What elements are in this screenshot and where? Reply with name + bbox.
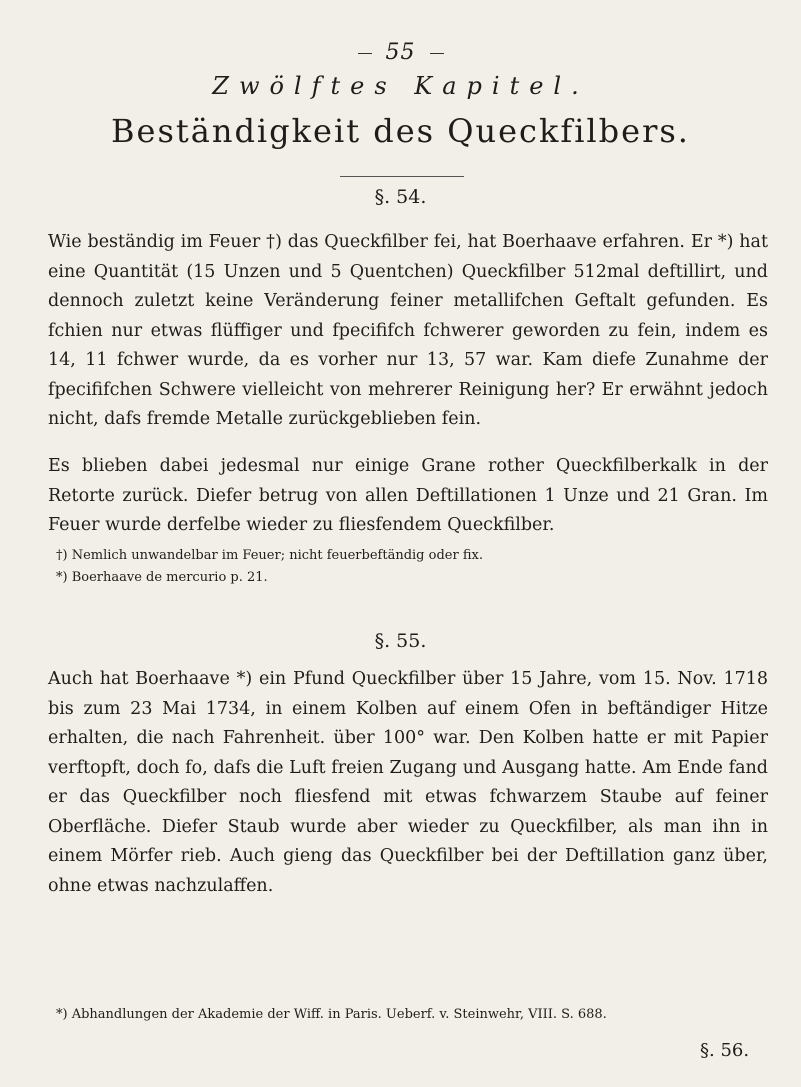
footnote-academy: *) Abhandlungen der Akademie der Wiff. in Paris. Ueberf. v. Steinwehr, VIII. S. 688.: [56, 1007, 607, 1022]
catchword: §. 56.: [700, 1040, 750, 1061]
chapter-heading: Zwölftes Kapitel.: [212, 72, 589, 100]
footnote-dagger: †) Nemlich unwandelbar im Feuer; nicht feuerbeftändig oder fix.: [56, 548, 483, 563]
page-number: 55: [0, 40, 801, 65]
section-55-paragraph-1: Auch hat Boerhaave *) ein Pfund Queckfilber über 15 Jahre, vom 15. Nov. 1718 bis zum 23 Mai 1734, in einem Kolben auf einem Ofen in beftändiger Hitze erhalten, die nach Fahrenheit. über 100° war. Den Kolben hatte er mit Papier verftopft, doch fo, dafs die Luft freien Zugang und Ausgang hatte. Am Ende fand er das Queckfilber noch fliesfend mit etwas fchwarzem Staube auf feiner Oberfläche. Diefer Staub wurde aber wieder zu Queckfilber, als man ihn in einem Mörfer rieb. Auch gieng das Queckfilber bei der Deftillation ganz über, ohne etwas nachzulaffen.: [48, 669, 768, 896]
chapter-title: Beständigkeit des Queckfilbers.: [111, 112, 690, 150]
title-rule: [340, 176, 464, 177]
footnote-asterisk: *) Boerhaave de mercurio p. 21.: [56, 570, 268, 585]
section-54-heading: §. 54.: [374, 186, 427, 208]
section-54-paragraph-2: Es blieben dabei jedesmal nur einige Grane rother Queckfilberkalk in der Retorte zurück. Diefer betrug von allen Deftillationen 1 Unze und 21 Gran. Im Feuer wurde derfelbe wieder zu fliesfendem Queckfilber.: [48, 456, 768, 535]
section-54-paragraph-1: Wie beständig im Feuer †) das Queckfilber fei, hat Boerhaave erfahren. Er *) hat eine Quantität (15 Unzen und 5 Quentchen) Queckfilber 512mal deftillirt, und dennoch zuletzt keine Veränderung feiner metallifchen Geftalt gefunden. Es fchien nur etwas flüffiger und fpecififch fchwerer geworden zu fein, indem es 14, 11 fchwer wurde, da es vorher nur 13, 57 war. Kam diefe Zunahme der fpecififchen Schwere vielleicht von mehrerer Reinigung her? Er erwähnt jedoch nicht, dafs fremde Metalle zurückgeblieben fein.: [48, 232, 768, 429]
section-55-heading: §. 55.: [374, 630, 427, 652]
